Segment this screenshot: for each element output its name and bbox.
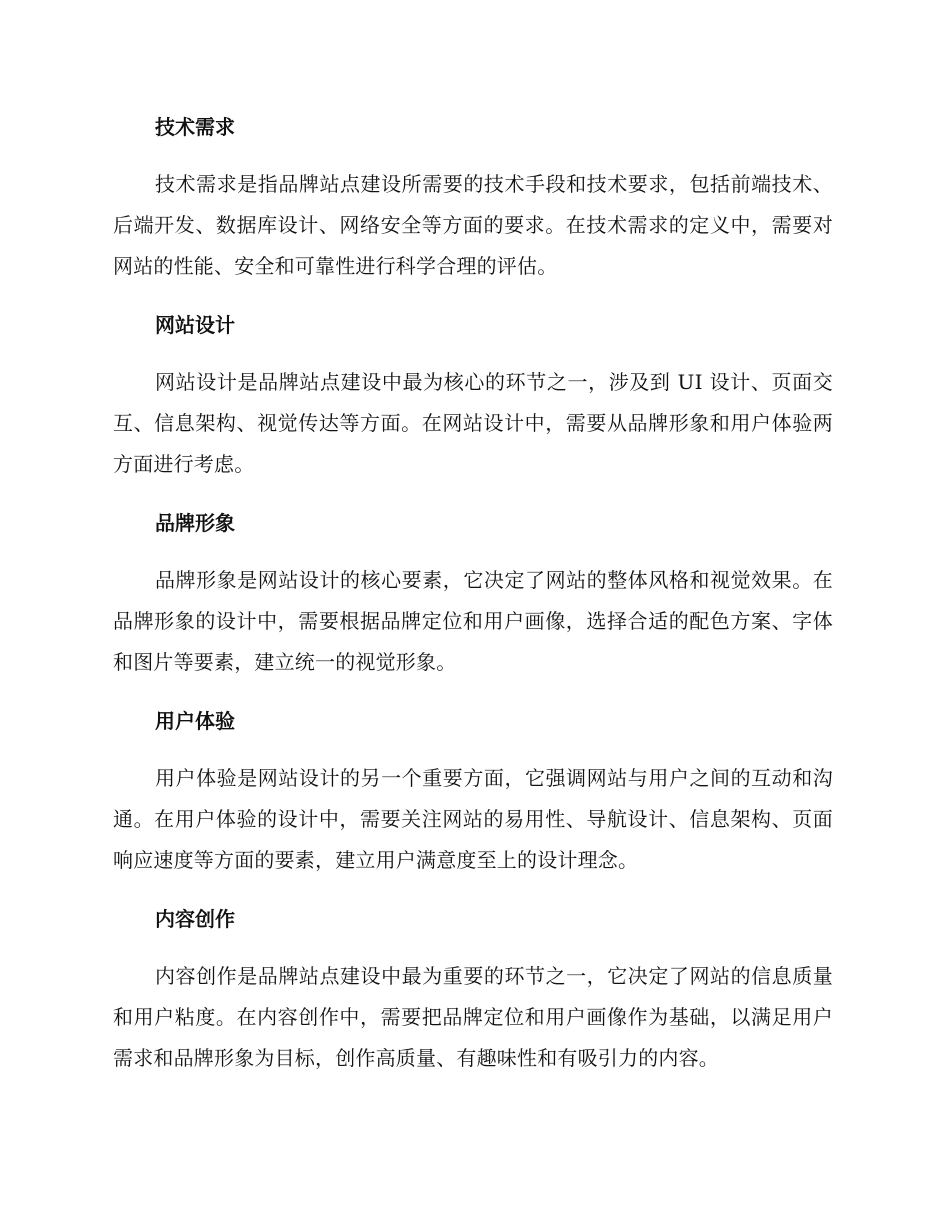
section-heading: 技术需求 bbox=[155, 115, 235, 139]
section-user-experience bbox=[113, 702, 833, 881]
section-technical-requirements bbox=[113, 108, 833, 287]
section-heading: 品牌形象 bbox=[155, 511, 235, 535]
section-heading: 用户体验 bbox=[155, 709, 235, 733]
section-heading: 网站设计 bbox=[155, 313, 235, 337]
section-content-creation bbox=[113, 900, 833, 1079]
section-paragraph: 技术需求是指品牌站点建设所需要的技术手段和技术要求，包括前端技术、后端开发、数据库设计、网络安全等方面的要求。在技术需求的定义中，需要对网站的性能、安全和可靠性进行科学合理的评估。 bbox=[113, 172, 833, 278]
section-brand-image bbox=[113, 504, 833, 683]
section-heading: 内容创作 bbox=[155, 907, 235, 931]
section-paragraph: 内容创作是品牌站点建设中最为重要的环节之一，它决定了网站的信息质量和用户粘度。在内容创作中，需要把品牌定位和用户画像作为基础，以满足用户需求和品牌形象为目标，创作高质量、有趣味性和有吸引力的内容。 bbox=[113, 964, 833, 1070]
section-paragraph: 用户体验是网站设计的另一个重要方面，它强调网站与用户之间的互动和沟通。在用户体验的设计中，需要关注网站的易用性、导航设计、信息架构、页面响应速度等方面的要素，建立用户满意度至上的设计理念。 bbox=[113, 766, 833, 872]
document-body bbox=[113, 108, 833, 1098]
section-paragraph: 网站设计是品牌站点建设中最为核心的环节之一，涉及到 UI 设计、页面交互、信息架构、视觉传达等方面。在网站设计中，需要从品牌形象和用户体验两方面进行考虑。 bbox=[113, 370, 833, 476]
section-website-design bbox=[113, 306, 833, 485]
section-paragraph: 品牌形象是网站设计的核心要素，它决定了网站的整体风格和视觉效果。在品牌形象的设计中，需要根据品牌定位和用户画像，选择合适的配色方案、字体和图片等要素，建立统一的视觉形象。 bbox=[113, 568, 833, 674]
